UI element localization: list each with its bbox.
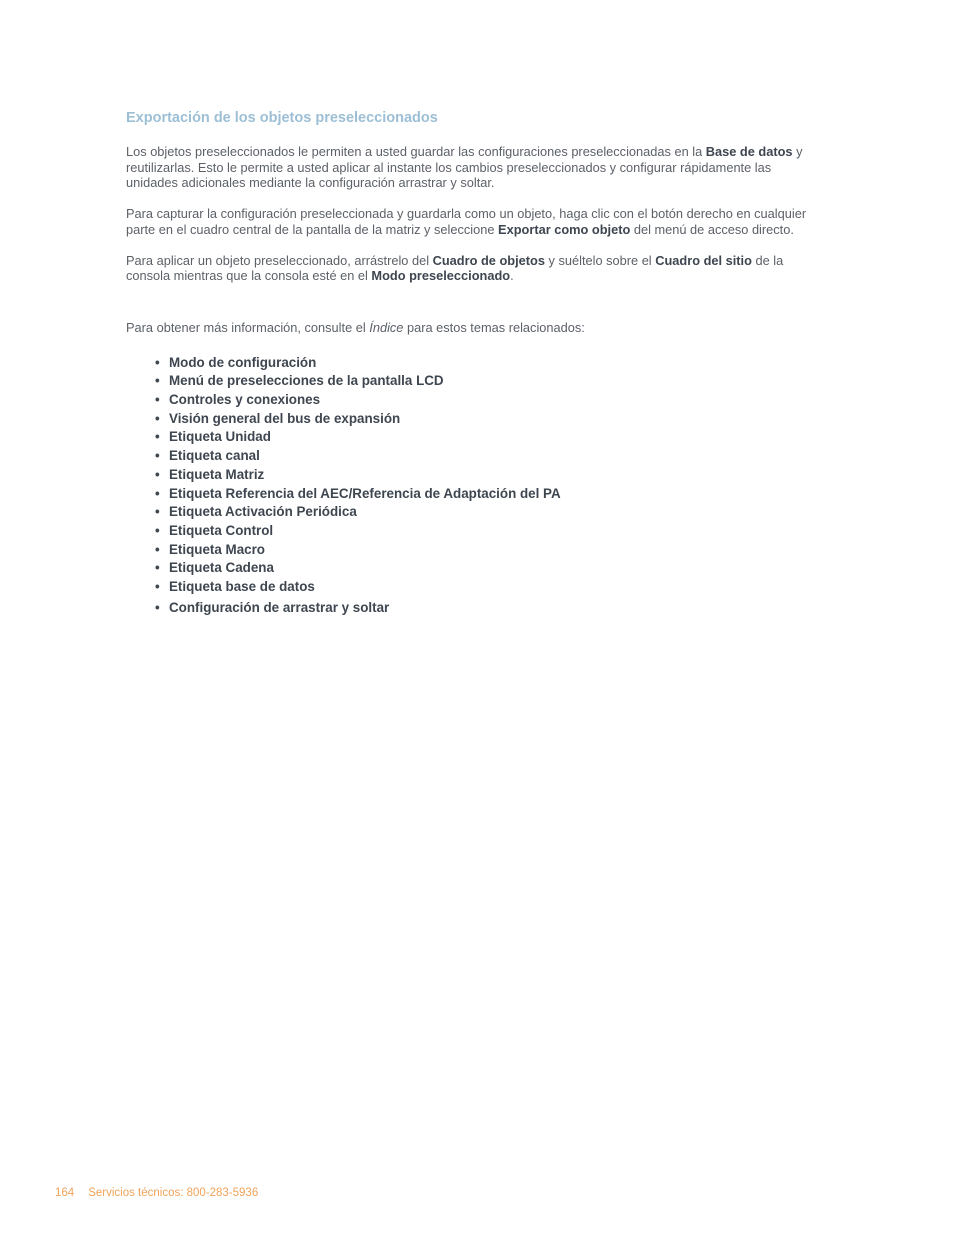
related-topic-label: Etiqueta Cadena [169, 560, 274, 576]
text-run: y suéltelo sobre el [544, 252, 656, 268]
text-run: de la consola mientras que la consola esté en el [126, 252, 784, 284]
related-topic-item [155, 541, 826, 560]
section-title: Exportación de los objetos preseleccionados [126, 110, 438, 126]
text-run: Para aplicar un objeto preseleccionado, arrástrelo del [126, 252, 433, 268]
bullet-icon: • [155, 599, 160, 615]
related-topic-label: Etiqueta Matriz [169, 466, 265, 482]
related-topic-item [155, 410, 826, 429]
bullet-icon: • [155, 373, 160, 389]
bullet-icon: • [155, 541, 160, 557]
paragraph-apply-object [126, 253, 826, 284]
bullet-icon: • [155, 410, 160, 426]
text-run: Para obtener más información, consulte el [126, 319, 370, 335]
related-topic-label: Etiqueta Control [169, 522, 274, 538]
support-phone-text: Servicios técnicos: 800-283-5936 [88, 1187, 259, 1199]
italic-term-indice: Índice [369, 319, 404, 335]
related-topic-item [155, 428, 826, 447]
bullet-icon: • [155, 448, 160, 464]
text-run: para estos temas relacionados: [403, 319, 585, 335]
related-topic-item [155, 599, 826, 618]
text-run: Para capturar la configuración preseleccionada y guardarla como un objeto, haga clic con el botón derecho en cualquier parte en el cuadro central de la pantalla de la matriz y seleccione [126, 206, 807, 237]
bullet-icon: • [155, 466, 160, 482]
related-topic-label: Configuración de arrastrar y soltar [169, 599, 390, 615]
bold-term-cuadro-de-objetos: Cuadro de objetos [432, 252, 545, 268]
related-topic-item [155, 522, 826, 541]
related-topics-list [126, 354, 826, 618]
paragraph-capture-config [126, 206, 826, 237]
related-topic-label: Visión general del bus de expansión [169, 410, 401, 426]
bullet-icon: • [155, 579, 160, 595]
text-run: . [510, 268, 514, 284]
related-topic-item [155, 485, 826, 504]
related-topic-item [155, 391, 826, 410]
paragraph-more-info [126, 320, 826, 336]
related-topic-label: Etiqueta base de datos [169, 579, 315, 595]
related-topic-item [155, 354, 826, 373]
related-topic-label: Controles y conexiones [169, 392, 321, 408]
bullet-icon: • [155, 429, 160, 445]
paragraph-objects-intro [126, 144, 826, 191]
page-number: 164 [55, 1187, 75, 1199]
related-topic-item [155, 447, 826, 466]
page-footer [55, 1185, 258, 1201]
related-topic-item [155, 503, 826, 522]
text-run: del menú de acceso directo. [630, 221, 794, 237]
related-topic-item [155, 559, 826, 578]
bullet-icon: • [155, 522, 160, 538]
related-topic-label: Modo de configuración [169, 354, 317, 370]
bold-term-exportar-como-objeto: Exportar como objeto [498, 221, 631, 237]
related-topic-item [155, 578, 826, 597]
related-topic-label: Etiqueta canal [169, 448, 260, 464]
text-run: y reutilizarlas. Esto le permite a usted aplicar al instante los cambios preseleccionados y configurar rápidamente las unidades adicionales mediante la configuración arrastrar y soltar. [126, 144, 803, 191]
main-content [126, 108, 826, 617]
related-topic-item [155, 466, 826, 485]
bullet-icon: • [155, 485, 160, 501]
text-run: Los objetos preseleccionados le permiten a usted guardar las configuraciones preseleccionadas en la [126, 144, 706, 159]
related-topic-label: Etiqueta Unidad [169, 429, 271, 445]
related-topic-label: Etiqueta Macro [169, 541, 265, 557]
related-topic-label: Etiqueta Activación Periódica [169, 504, 357, 520]
bold-term-cuadro-del-sitio: Cuadro del sitio [655, 252, 752, 268]
bullet-icon: • [155, 354, 160, 370]
related-topic-item [155, 372, 826, 391]
related-topic-label: Menú de preselecciones de la pantalla LCD [169, 373, 444, 389]
bold-term-modo-preseleccionado: Modo preseleccionado [371, 268, 511, 284]
related-topic-label: Etiqueta Referencia del AEC/Referencia de Adaptación del PA [169, 485, 561, 501]
bold-term-base-de-datos: Base de datos [705, 144, 793, 159]
bullet-icon: • [155, 392, 160, 408]
bullet-icon: • [155, 504, 160, 520]
bullet-icon: • [155, 560, 160, 576]
